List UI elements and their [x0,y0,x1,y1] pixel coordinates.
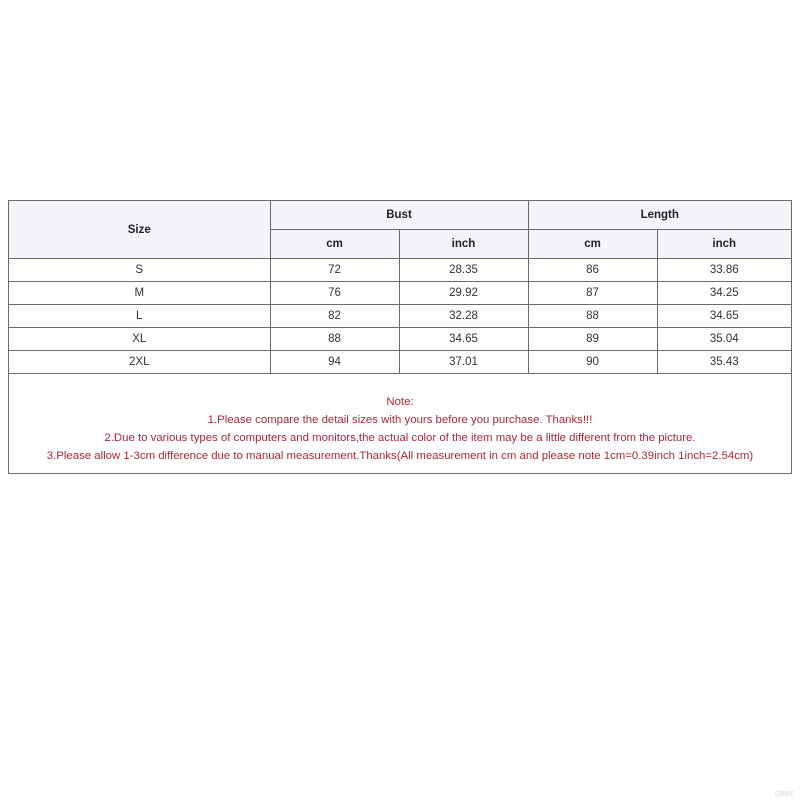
note-line-2: 2.Due to various types of computers and monitors,the actual color of the item may be a little different from the picture. [104,432,696,444]
length-cm-cell: 90 [528,351,657,374]
size-cell: L [9,305,270,328]
note-title: Note: [386,396,414,408]
size-cell: XL [9,328,270,351]
size-cell: 2XL [9,351,270,374]
note-line-1: 1.Please compare the detail sizes with yours before you purchase. Thanks!!! [207,414,593,426]
bust-inch-cell: 32.28 [399,305,528,328]
length-cm-cell: 88 [528,305,657,328]
bust-cm-cell: 76 [270,282,399,305]
table-row [9,351,791,374]
bust-inch-header: inch [399,230,528,259]
bust-cm-cell: 88 [270,328,399,351]
bust-cm-cell: 82 [270,305,399,328]
bust-inch-cell: 29.92 [399,282,528,305]
length-cm-cell: 87 [528,282,657,305]
bust-cm-cell: 94 [270,351,399,374]
length-header: Length [528,201,791,230]
size-cell: S [9,259,270,282]
size-chart [8,200,792,474]
bust-inch-cell: 34.65 [399,328,528,351]
size-table [9,201,791,374]
watermark: OBBE [774,791,794,798]
table-row [9,282,791,305]
length-inch-cell: 35.04 [657,328,791,351]
notes-section [9,374,791,473]
bust-cm-cell: 72 [270,259,399,282]
note-line-3: 3.Please allow 1-3cm difference due to manual measurement.Thanks(All measurement in cm and please note 1cm=0.39inch 1inch=2.54cm) [46,450,754,462]
length-inch-cell: 33.86 [657,259,791,282]
table-row [9,259,791,282]
size-header: Size [9,201,270,259]
bust-cm-header: cm [270,230,399,259]
size-cell: M [9,282,270,305]
length-inch-cell: 35.43 [657,351,791,374]
length-cm-cell: 89 [528,328,657,351]
length-inch-cell: 34.65 [657,305,791,328]
bust-header: Bust [270,201,528,230]
length-cm-cell: 86 [528,259,657,282]
header-row-groups [9,201,791,230]
bust-inch-cell: 28.35 [399,259,528,282]
length-inch-cell: 34.25 [657,282,791,305]
bust-inch-cell: 37.01 [399,351,528,374]
table-row [9,328,791,351]
length-cm-header: cm [528,230,657,259]
table-row [9,305,791,328]
length-inch-header: inch [657,230,791,259]
